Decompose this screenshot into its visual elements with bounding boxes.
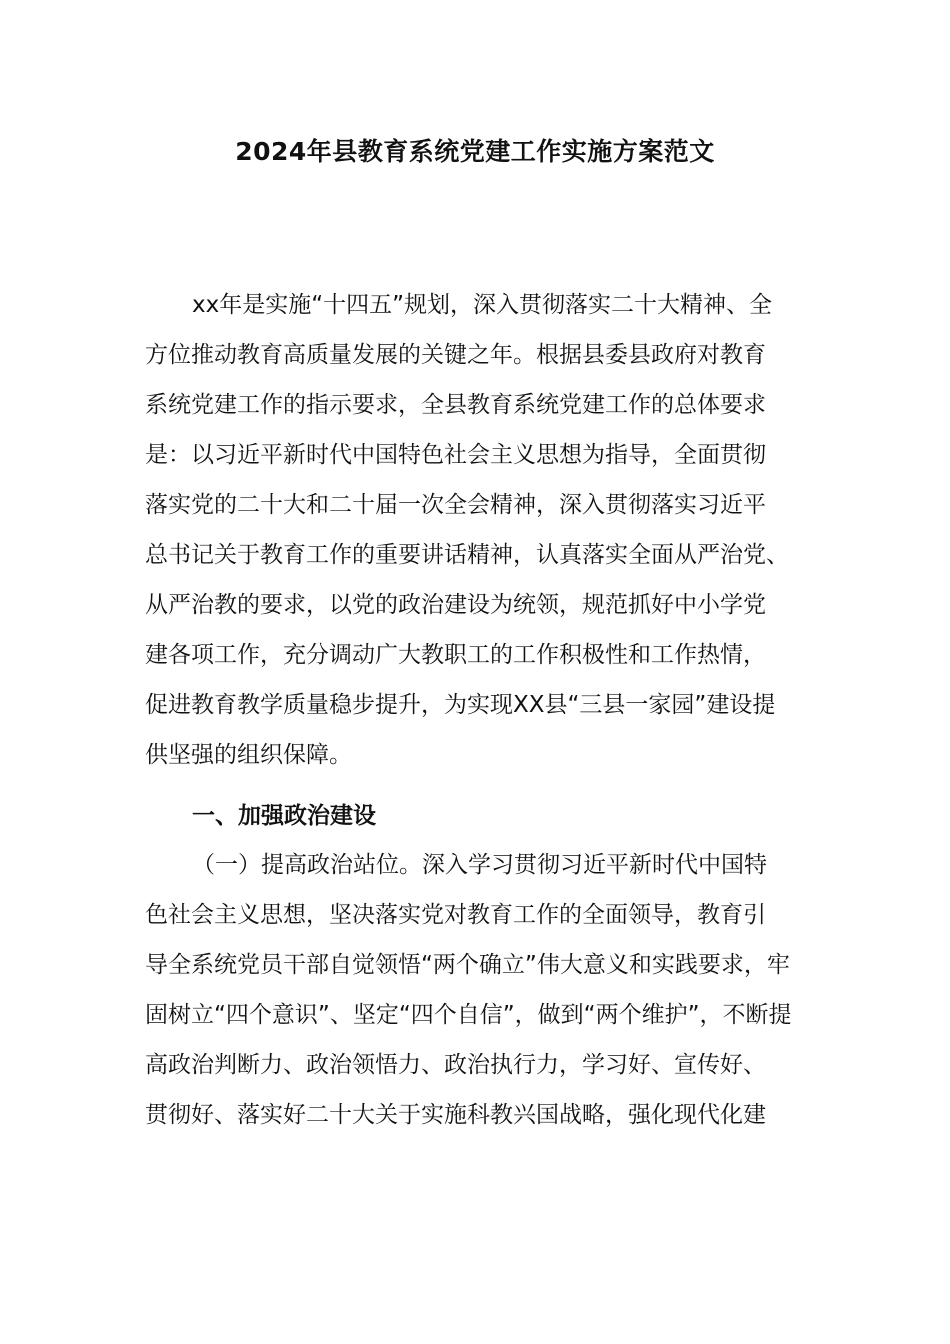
section1-paragraph — [145, 840, 815, 1140]
text-line: 总书记关于教育工作的重要讲话精神，认真落实全面从严治党、 — [145, 542, 789, 568]
text-line: 从严治教的要求，以党的政治建设为统领，规范抓好中小学党 — [145, 592, 766, 618]
text-line: 色社会主义思想，坚决落实党对教育工作的全面领导，教育引 — [145, 902, 766, 928]
text-line: 导全系统党员干部自觉领悟“两个确立”伟大意义和实践要求，牢 — [145, 952, 790, 978]
intro-paragraph — [145, 280, 815, 780]
text-line: 固树立“四个意识”、坚定“四个自信”，做到“两个维护”，不断提 — [145, 1002, 792, 1028]
text-line: 系统党建工作的指示要求，全县教育系统党建工作的总体要求 — [145, 392, 766, 418]
text-line: 高政治判断力、政治领悟力、政治执行力，学习好、宣传好、 — [145, 1052, 766, 1078]
text-line: 供坚强的组织保障。 — [145, 742, 352, 768]
text-line: 贯彻好、落实好二十大关于实施科教兴国战略，强化现代化建 — [145, 1102, 766, 1128]
section-heading: 一、加强政治建设 — [192, 803, 376, 829]
text-line: 落实党的二十大和二十届一次全会精神，深入贯彻落实习近平 — [145, 492, 766, 518]
document-title: 2024年县教育系统党建工作实施方案范文 — [235, 137, 715, 166]
text-line: 方位推动教育高质量发展的关键之年。根据县委县政府对教育 — [145, 342, 766, 368]
text-line: （一）提高政治站位。深入学习贯彻习近平新时代中国特 — [192, 852, 767, 878]
text-line: xx年是实施“十四五”规划，深入贯彻落实二十大精神、全 — [192, 292, 773, 318]
text-line: 促进教育教学质量稳步提升，为实现XX县“三县一家园”建设提 — [145, 692, 776, 718]
text-line: 是：以习近平新时代中国特色社会主义思想为指导，全面贯彻 — [145, 442, 766, 468]
text-line: 建各项工作，充分调动广大教职工的工作积极性和工作热情， — [145, 642, 766, 668]
